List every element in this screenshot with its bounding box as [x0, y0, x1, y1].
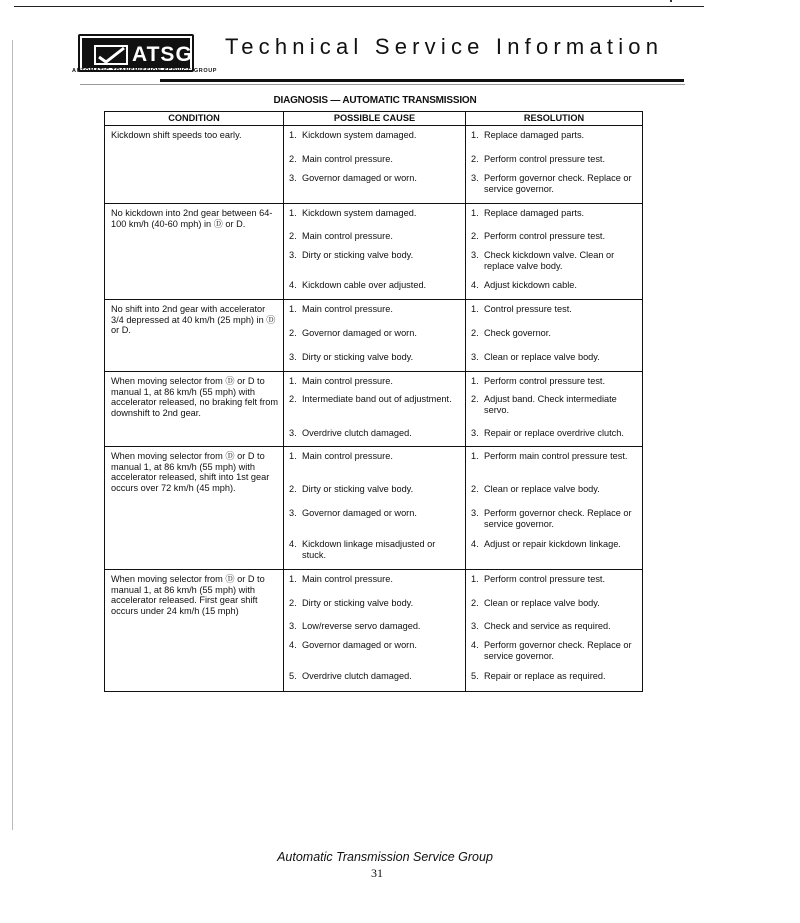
resolution-cell	[466, 125, 643, 203]
footer-text: Automatic Transmission Service Group	[277, 850, 493, 864]
left-margin-line	[12, 40, 13, 830]
cause-item: 3. Dirty or sticking valve body.	[289, 351, 414, 362]
condition-text: When moving selector from Ⓓ or D to manual 1, at 86 km/h (55 mph) with accelerator released, no braking felt from downshift to 2nd gear.	[111, 375, 278, 419]
logo-wordmark: ATSG	[132, 43, 193, 66]
resolution-item: 3. Perform governor check. Replace or service governor.	[471, 172, 632, 194]
cause-item: 2. Governor damaged or worn.	[289, 327, 417, 338]
cause-item: 3. Low/reverse servo damaged.	[289, 620, 421, 631]
condition-text: Kickdown shift speeds too early.	[111, 129, 242, 140]
resolution-item: 2. Check governor.	[471, 327, 551, 338]
checkmark-icon	[94, 45, 128, 65]
condition-text: No kickdown into 2nd gear between 64-100 km/h (40-60 mph) in Ⓓ or D.	[111, 207, 273, 229]
condition-text: When moving selector from Ⓓ or D to manual 1, at 86 km/h (55 mph) with accelerator released. First gear shift occurs under 24 km/h (15 mph)	[111, 573, 265, 617]
cause-item: 2. Intermediate band out of adjustment.	[289, 393, 452, 404]
page-number: 31	[371, 866, 383, 880]
resolution-item: 1. Control pressure test.	[471, 303, 572, 314]
column-header-resolution: RESOLUTION	[466, 112, 643, 126]
table-row	[105, 446, 643, 569]
atsg-logo	[70, 30, 218, 100]
condition-text: When moving selector from Ⓓ or D to manual 1, at 86 km/h (55 mph) with accelerator released, shift into 1st gear occurs over 72 km/h (45 mph).	[111, 450, 270, 494]
cause-cell	[284, 203, 466, 299]
resolution-item: 1. Replace damaged parts.	[471, 207, 585, 218]
table-row	[105, 203, 643, 299]
resolution-item: 3. Perform governor check. Replace or service governor.	[471, 507, 632, 529]
table-row	[105, 569, 643, 691]
resolution-cell	[466, 203, 643, 299]
logo-ring-text: AUTOMATIC TRANSMISSION SERVICE GROUP	[72, 68, 218, 74]
top-border-line	[14, 6, 704, 7]
cause-item: 1. Kickdown system damaged.	[289, 207, 417, 218]
resolution-cell	[466, 299, 643, 371]
resolution-item: 3. Repair or replace overdrive clutch.	[471, 427, 624, 438]
resolution-item: 2. Perform control pressure test.	[471, 153, 606, 164]
cause-item: 3. Dirty or sticking valve body.	[289, 249, 414, 260]
header-rule	[160, 79, 684, 82]
resolution-item: 2. Clean or replace valve body.	[471, 597, 600, 608]
header-rule-thin	[80, 84, 685, 85]
resolution-item: 4. Adjust or repair kickdown linkage.	[471, 538, 621, 549]
cause-item: 1. Main control pressure.	[289, 375, 393, 386]
resolution-item: 2. Adjust band. Check intermediate servo.	[471, 393, 617, 415]
condition-cell	[105, 371, 284, 446]
condition-cell	[105, 203, 284, 299]
resolution-cell	[466, 371, 643, 446]
cause-item: 2. Main control pressure.	[289, 153, 393, 164]
resolution-item: 1. Perform control pressure test.	[471, 375, 606, 386]
resolution-cell	[466, 569, 643, 691]
resolution-item: 2. Clean or replace valve body.	[471, 483, 600, 494]
resolution-item: 1. Replace damaged parts.	[471, 129, 585, 140]
table-row	[105, 125, 643, 203]
cause-cell	[284, 446, 466, 569]
resolution-cell	[466, 446, 643, 569]
resolution-item: 5. Repair or replace as required.	[471, 670, 606, 681]
scan-speck	[670, 0, 672, 2]
cause-item: 2. Main control pressure.	[289, 230, 393, 241]
cause-item: 1. Main control pressure.	[289, 573, 393, 584]
condition-cell	[105, 125, 284, 203]
cause-item: 4. Kickdown cable over adjusted.	[289, 279, 427, 290]
cause-item: 3. Overdrive clutch damaged.	[289, 427, 412, 438]
cause-item: 4. Kickdown linkage misadjusted or stuck.	[289, 538, 436, 560]
cause-item: 2. Dirty or sticking valve body.	[289, 597, 414, 608]
resolution-item: 3. Clean or replace valve body.	[471, 351, 600, 362]
cause-cell	[284, 299, 466, 371]
resolution-item: 1. Perform control pressure test.	[471, 573, 606, 584]
logo-badge	[78, 34, 194, 72]
column-header-condition: CONDITION	[105, 112, 284, 126]
cause-item: 4. Governor damaged or worn.	[289, 639, 417, 650]
table-header-row	[105, 112, 643, 126]
resolution-item: 4. Perform governor check. Replace or service governor.	[471, 639, 632, 661]
condition-text: No shift into 2nd gear with accelerator 3/4 depressed at 40 km/h (25 mph) in Ⓓ or D.	[111, 303, 276, 336]
document-heading: DIAGNOSIS — AUTOMATIC TRANSMISSION	[273, 95, 477, 106]
condition-cell	[105, 299, 284, 371]
cause-item: 3. Governor damaged or worn.	[289, 172, 417, 183]
page-title: Technical Service Information	[225, 34, 664, 59]
resolution-item: 2. Perform control pressure test.	[471, 230, 606, 241]
column-header-cause: POSSIBLE CAUSE	[284, 112, 466, 126]
condition-cell	[105, 569, 284, 691]
resolution-item: 4. Adjust kickdown cable.	[471, 279, 577, 290]
table-row	[105, 299, 643, 371]
cause-item: 5. Overdrive clutch damaged.	[289, 670, 412, 681]
table-row	[105, 371, 643, 446]
cause-item: 1. Main control pressure.	[289, 303, 393, 314]
resolution-item: 3. Check and service as required.	[471, 620, 611, 631]
cause-item: 1. Main control pressure.	[289, 450, 393, 461]
resolution-item: 3. Check kickdown valve. Clean or replace valve body.	[471, 249, 615, 271]
cause-item: 1. Kickdown system damaged.	[289, 129, 417, 140]
resolution-item: 1. Perform main control pressure test.	[471, 450, 628, 461]
cause-cell	[284, 125, 466, 203]
diagnosis-table	[104, 111, 643, 692]
cause-item: 2. Dirty or sticking valve body.	[289, 483, 414, 494]
condition-cell	[105, 446, 284, 569]
cause-cell	[284, 371, 466, 446]
cause-item: 3. Governor damaged or worn.	[289, 507, 417, 518]
cause-cell	[284, 569, 466, 691]
